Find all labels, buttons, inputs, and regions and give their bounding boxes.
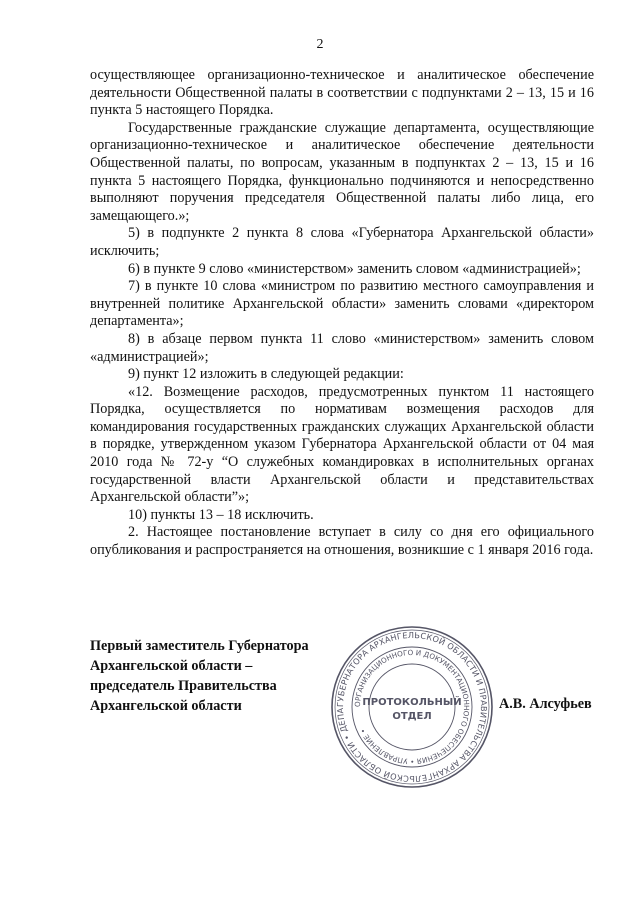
signatory-title-line: Архангельской области – [90, 658, 253, 674]
signatory-title-line: председатель Правительства [90, 678, 277, 694]
stamp-center-line1: ПРОТОКОЛЬНЫЙ [362, 697, 462, 708]
paragraph: 10) пункты 13 – 18 исключить. [128, 506, 314, 523]
stamp-center-line2: ОТДЕЛ [392, 711, 432, 722]
signatory-name: А.В. Алсуфьев [499, 696, 592, 712]
paragraph: 9) пункт 12 изложить в следующей редакции: [128, 366, 404, 383]
paragraph: 8) в абзаце первом пункта 11 слово «министерством» заменить словом «администрацией»; [90, 330, 594, 365]
signatory-title-line: Архангельской области [90, 698, 242, 714]
paragraph: 5) в подпункте 2 пункта 8 слова «Губернатора Архангельской области» исключить; [90, 225, 594, 259]
official-stamp [327, 622, 497, 792]
page-number: 2 [316, 37, 324, 52]
document-body [90, 67, 594, 560]
stamp-seal-image [327, 622, 497, 792]
stamp-outer-text: ГУБЕРНАТОРА АРХАНГЕЛЬСКОЙ ОБЛАСТИ И ПРАВИТЕЛЬСТВА АРХАНГЕЛЬСКОЙ ОБЛАСТИ • ДЕПА [334, 629, 490, 785]
stamp-inner-text: ОРГАНИЗАЦИОННОГО И ДОКУМЕНТАЦИОННОГО ОБЕСПЕЧЕНИЯ • УПРАВЛЕНИЕ • [352, 647, 472, 767]
signatory-title [90, 636, 340, 716]
paragraph: «12. Возмещение расходов, предусмотренных пунктом 11 настоящего Порядка, осуществляется по нормативам возмещения расходов для командирования государственных гражданских служащих Архангельской области в порядке, утвержденном указом Губернатора Архангельской области от 04 мая 2010 года № 72-у “О служебных командировках в исполнительных органах государственной власти Архангельской области и представительствах Архангельской области”»; [90, 383, 594, 506]
paragraph: 6) в пункте 9 слово «министерством» заменить словом «администрацией»; [128, 260, 581, 277]
paragraph: 7) в пункте 10 слова «министром по развитию местного самоуправления и внутренней политике Архангельской области» заменить словами «директором департамента»; [90, 278, 594, 330]
signatory-title-line: Первый заместитель Губернатора [90, 638, 309, 654]
paragraph: 2. Настоящее постановление вступает в силу со дня его официального опубликования и распространяется на отношения, возникшие с 1 января 2016 года. [90, 524, 594, 559]
paragraph: Государственные гражданские служащие департамента, осуществляющие организационно-техническое и аналитическое обеспечение деятельности Общественной палаты, по вопросам, указанным в подпунктах 2 – 13, 15 и 16 пункта 5 настоящего Порядка, функционально подчиняются и непосредственно выполняют поручения председателя Общественной палаты либо лица, его замещающего.»; [90, 119, 594, 224]
paragraph: осуществляющее организационно-техническое и аналитическое обеспечение деятельности Общественной палаты в соответствии с подпунктами 2 – 13, 15 и 16 пункта 5 настоящего Порядка. [90, 67, 594, 119]
